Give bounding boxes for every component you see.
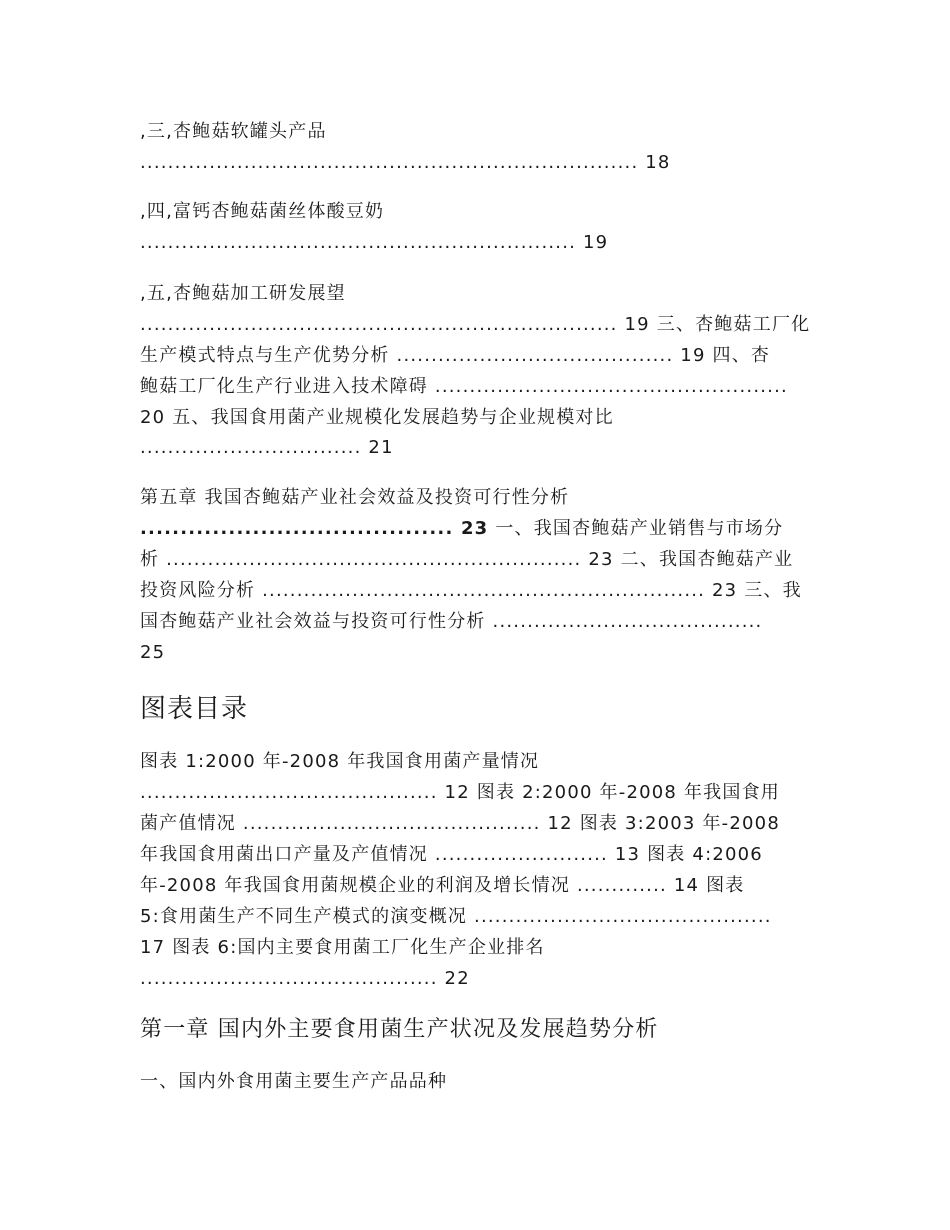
toc-wrapped-line[interactable]: 国杏鲍菇产业社会效益与投资可行性分析 .......................................	[140, 611, 763, 632]
figure-entry[interactable]: 年我国食用菌出口产量及产值情况 ......................... 13 图表 4:2006	[140, 844, 763, 865]
toc-wrapped-line[interactable]	[140, 518, 783, 540]
toc-wrapped-line[interactable]: 20 五、我国食用菌产业规模化发展趋势与企业规模对比	[140, 407, 614, 428]
figure-entry[interactable]: 17 图表 6:国内主要食用菌工厂化生产企业排名	[140, 937, 545, 958]
toc-entry-soft-can[interactable]: ,三,杏鲍菇软罐头产品	[140, 121, 327, 142]
toc-wrapped-line[interactable]: 析 ............................................................ 23 二、我国杏鲍菇产业	[140, 549, 794, 570]
figure-entry[interactable]: 图表 1:2000 年-2008 年我国食用菌产量情况	[140, 751, 540, 772]
toc-chapter-five-leader: ....................................... 23	[140, 518, 489, 539]
figure-leader-page: ........................................... 22	[140, 968, 470, 989]
toc-leader-page: ........................................................................ 18	[140, 152, 671, 173]
toc-leader-page: ................................ 21	[140, 437, 394, 458]
toc-entry-soy-milk[interactable]: ,四,富钙杏鲍菇菌丝体酸豆奶	[140, 201, 385, 222]
toc-wrapped-line[interactable]: ..................................................................... 19 三、杏鲍菇工厂化	[140, 314, 811, 335]
toc-entry-processing-outlook[interactable]: ,五,杏鲍菇加工研发展望	[140, 283, 346, 304]
section-heading: 一、国内外食用菌主要生产产品品种	[140, 1071, 448, 1092]
chapter-heading: 第一章 国内外主要食用菌生产状况及发展趋势分析	[140, 1017, 659, 1042]
figure-entry[interactable]: 菌产值情况 ........................................... 12 图表 3:2003 年-2008	[140, 813, 780, 834]
toc-section-sales: 一、我国杏鲍菇产业销售与市场分	[488, 518, 784, 539]
toc-wrapped-line[interactable]: 鲍菇工厂化生产行业进入技术障碍 ...................................................	[140, 376, 788, 397]
toc-wrapped-line[interactable]: 生产模式特点与生产优势分析 ........................................ 19 四、杏	[140, 345, 771, 366]
toc-chapter-five[interactable]: 第五章 我国杏鲍菇产业社会效益及投资可行性分析	[140, 487, 570, 508]
toc-page-number: 25	[140, 642, 166, 663]
figure-entry[interactable]: 5:食用菌生产不同生产模式的演变概况 ...........................................	[140, 906, 772, 927]
toc-leader-page: ............................................................... 19	[140, 232, 609, 253]
toc-wrapped-line[interactable]: 投资风险分析 ................................................................ 23 三、我	[140, 580, 802, 601]
figure-entry[interactable]: ........................................... 12 图表 2:2000 年-2008 年我国食用	[140, 782, 780, 803]
figure-entry[interactable]: 年-2008 年我国食用菌规模企业的利润及增长情况 ............. 14 图表	[140, 875, 745, 896]
figures-heading: 图表目录	[140, 694, 249, 724]
